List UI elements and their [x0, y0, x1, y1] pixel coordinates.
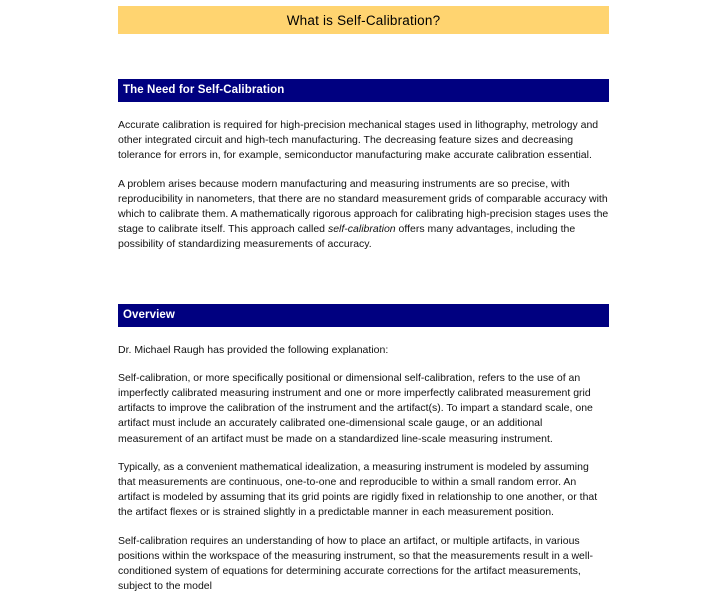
paragraph-overview-2: Self-calibration, or more specifically positional or dimensional self-calibration, refers to the use of an imperfectly calibrated measuring instrument and one or more imperfectly calibrated measurement grid artifacts to improve the calibration of the instrument and the artifact(s). To impart a standard scale, one artifact must include an accurately calibrated one-dimensional scale gauge, or an additional measurement of an artifact must be made on a standardized line-scale measuring instrument. — [118, 371, 593, 445]
paragraph-overview-1: Dr. Michael Raugh has provided the following explanation: — [118, 343, 389, 356]
paragraph-overview-3: Typically, as a convenient mathematical idealization, a measuring instrument is modeled by assuming that measurements are continuous, one-to-one and reproducible to within a small random error. An artifact is modeled by assuming that its grid points are rigidly fixed in relationship to one another, or that the artifact flexes or is strained slightly in a predictable manner in each measurement position. — [118, 460, 598, 519]
section-header-the-need-for-self-calibration: The Need for Self-Calibration — [118, 79, 609, 102]
paragraph-need-2-post: offers many advantages, including the possibility of standardizing measurements of accuracy. — [118, 223, 576, 251]
paragraph-need-1: Accurate calibration is required for high-precision mechanical stages used in lithography, metrology and other integrated circuit and high-tech manufacturing. The decreasing feature sizes and decreasing tolerance for errors in, for example, semiconductor manufacturing make accurate calibration essential. — [118, 119, 599, 162]
document-content — [118, 0, 609, 594]
paragraph-overview-4: Self-calibration requires an understanding of how to place an artifact, or multiple artifacts, in various positions within the workspace of the measuring instrument, so that the measurements result in a well-conditioned system of equations for determining accurate corrections for the artifact measurements, subject to the model — [118, 534, 594, 593]
paragraph-need-2-pre: A problem arises because modern manufacturing and measuring instruments are so precise, with reproducibility in nanometers, that there are no standard measurement grids of comparable accuracy with which to calibrate them. A mathematically rigorous approach for calibrating high-precision stages uses the stage to calibrate itself. This approach called — [118, 177, 609, 236]
paragraph-need-2 — [118, 177, 609, 253]
page-title-banner: What is Self-Calibration? — [118, 6, 609, 34]
paragraph-need-2-italic-term: self-calibration — [327, 223, 396, 236]
section-header-overview: Overview — [118, 304, 609, 327]
